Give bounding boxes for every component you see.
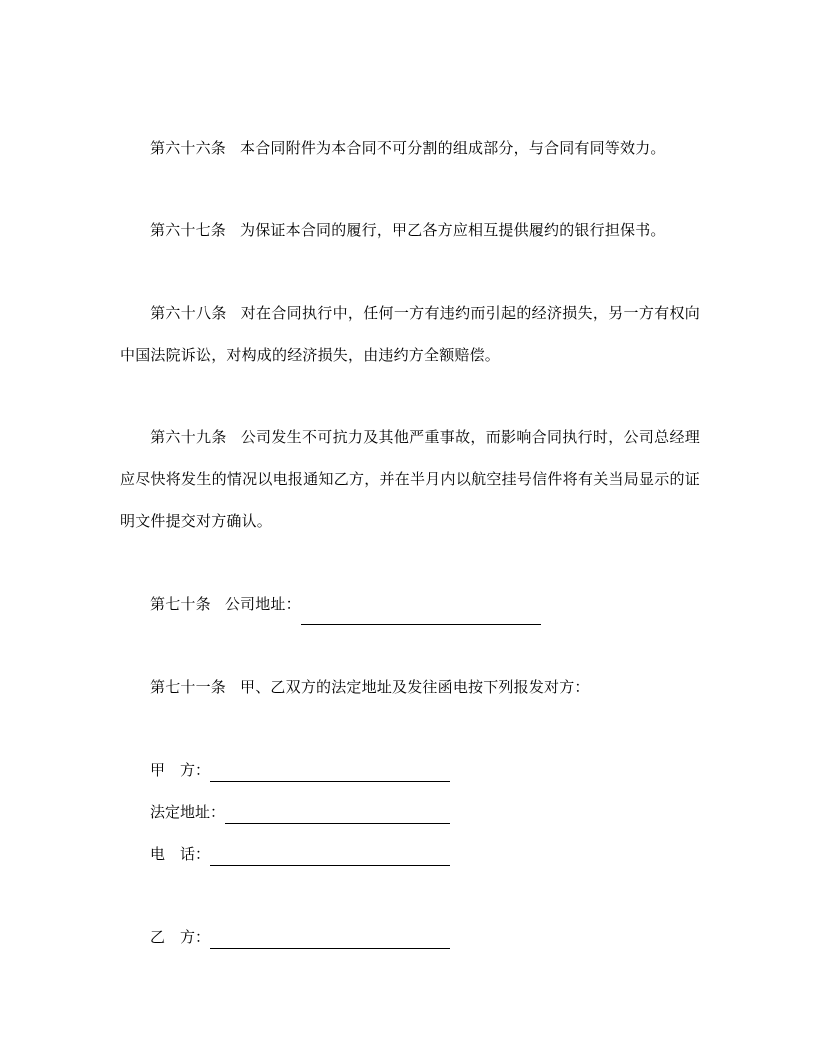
legal-address-blank[interactable] [225,803,450,824]
article-number: 第六十九条 [150,428,227,446]
party-b-blank[interactable] [210,928,450,949]
article-70 [120,583,700,625]
phone-field [150,842,450,866]
article-66 [120,127,700,169]
article-text: 公司发生不可抗力及其他严重事故，而影响合同执行时，公司总经理应尽快将发生的情况以电报通知乙方，并在半月内以航空挂号信件将有关当局显示的证明文件提交对方确认。 [120,428,700,530]
article-68 [120,292,700,376]
legal-address-label: 法定地址： [150,803,226,821]
legal-address-field [150,800,450,824]
party-a-blank[interactable] [210,761,450,782]
article-number: 第七十条 [150,595,211,613]
article-69 [120,416,700,542]
article-text: 本合同附件为本合同不可分割的组成部分，与合同有同等效力。 [240,139,666,157]
article-67 [120,209,700,251]
article-text: 甲、乙双方的法定地址及发往函电按下列报发对方： [240,678,590,696]
article-number: 第七十一条 [150,678,227,696]
phone-label: 电 话： [150,845,211,863]
article-text: 公司地址： [224,595,301,613]
party-b-label: 乙 方： [150,928,211,946]
article-number: 第六十八条 [150,304,227,322]
article-number: 第六十七条 [150,221,227,239]
article-text: 对在合同执行中，任何一方有违约而引起的经济损失，另一方有权向中国法院诉讼，对构成的经济损失，由违约方全额赔偿。 [120,304,700,364]
party-b-field [150,925,450,949]
company-address-blank[interactable] [301,604,541,625]
phone-blank[interactable] [210,845,450,866]
article-text: 为保证本合同的履行，甲乙各方应相互提供履约的银行担保书。 [240,221,666,239]
article-71 [120,666,700,708]
party-a-field [150,758,450,782]
party-a-label: 甲 方： [150,761,211,779]
article-number: 第六十六条 [150,139,227,157]
